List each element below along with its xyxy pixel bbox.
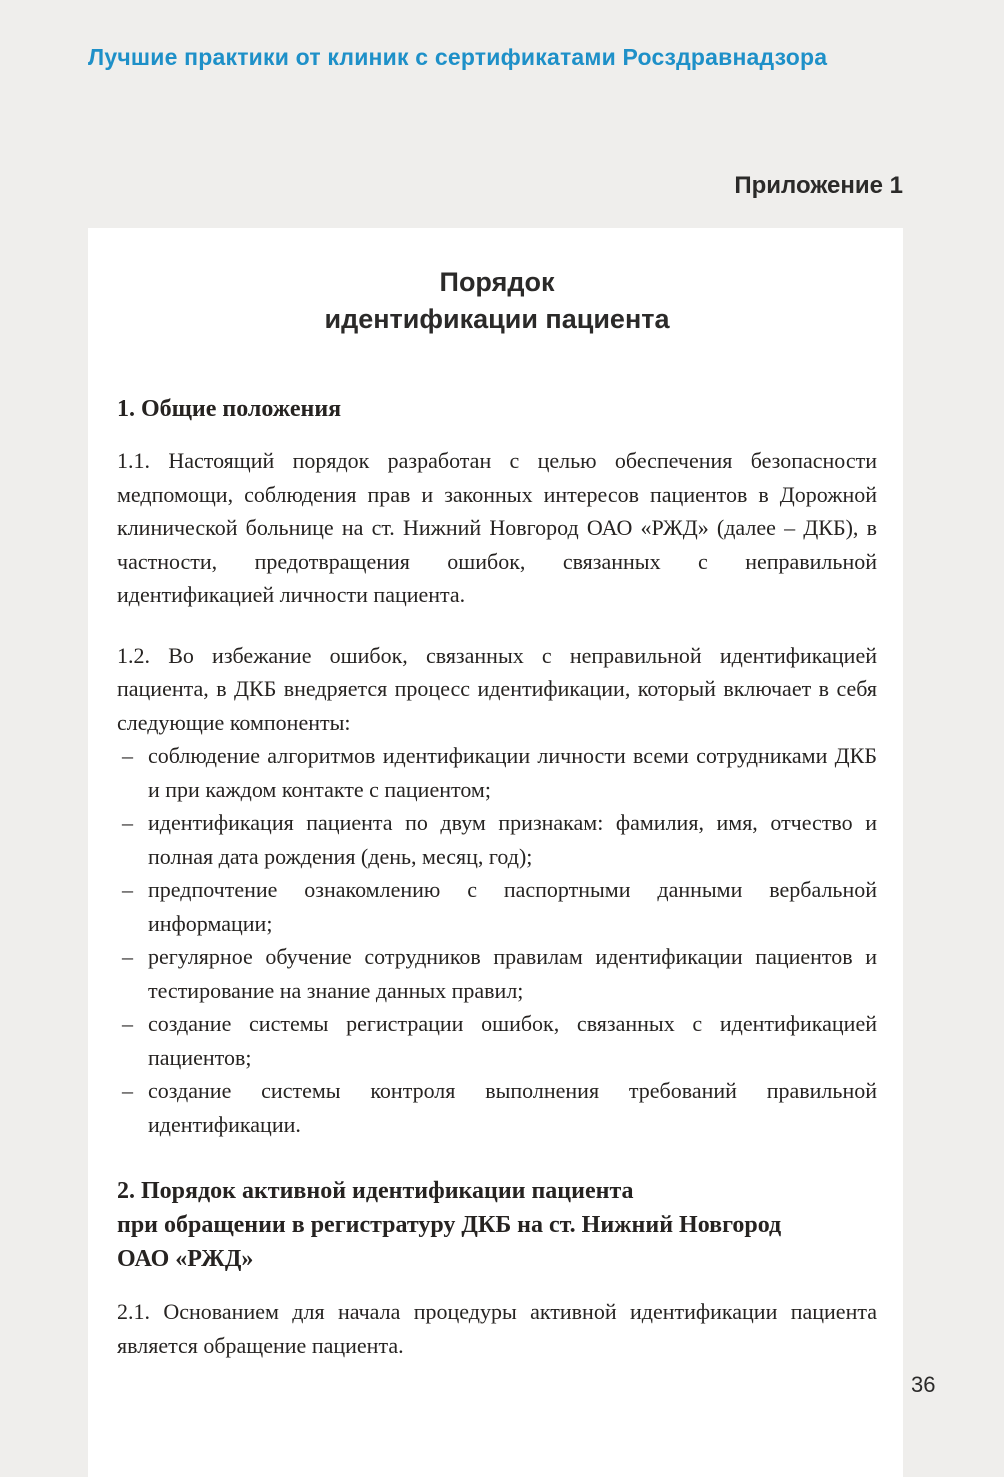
list-item-text: предпочтение ознакомлению с паспортными данными вербальной информации; (148, 877, 877, 936)
list-item (117, 873, 877, 940)
list-item-text: создание системы контроля выполнения требований правильной идентификации. (148, 1078, 877, 1137)
running-header: Лучшие практики от клиник с сертификатами Росздравнадзора (88, 44, 828, 70)
list-item-text: идентификация пациента по двум признакам: фамилия, имя, отчество и полная дата рождения (день, месяц, год); (148, 810, 877, 869)
dash-marker: – (122, 743, 133, 768)
page-number: 36 (911, 1372, 936, 1397)
list-item (117, 806, 877, 873)
section-2-heading-line-1: 2. Порядок активной идентификации пациента (117, 1178, 634, 1204)
document-card (88, 228, 903, 1477)
list-item (117, 1007, 877, 1074)
paragraph-1-1: 1.1. Настоящий порядок разработан с целью обеспечения безопасности медпомощи, соблюдения прав и законных интересов пациентов в Дорожной клинической больнице на ст. Нижний Новгород ОАО «РЖД» (далее – ДКБ), в частности, предотвращения ошибок, связанных с неправильной идентификацией личности пациента. (117, 448, 877, 607)
dash-marker: – (122, 877, 133, 902)
document-title-line-2: идентификации пациента (324, 304, 670, 334)
components-list (117, 739, 877, 1141)
list-item-text: регулярное обучение сотрудников правилам идентификации пациентов и тестирование на знание данных правил; (148, 944, 877, 1003)
list-item (117, 940, 877, 1007)
dash-marker: – (122, 1011, 133, 1036)
list-item-text: создание системы регистрации ошибок, связанных с идентификацией пациентов; (148, 1011, 877, 1070)
paragraph-2-1: 2.1. Основанием для начала процедуры активной идентификации пациента является обращение пациента. (117, 1299, 877, 1358)
document-title-line-1: Порядок (439, 267, 555, 297)
list-item-text: соблюдение алгоритмов идентификации личности всеми сотрудниками ДКБ и при каждом контакте с пациентом; (148, 743, 877, 802)
paragraph-1-2: 1.2. Во избежание ошибок, связанных с неправильной идентификацией пациента, в ДКБ внедряется процесс идентификации, который включает в себя следующие компоненты: (117, 642, 877, 735)
list-item (117, 1074, 877, 1141)
section-2-heading-line-3: ОАО «РЖД» (117, 1246, 254, 1272)
section-2-heading-line-2: при обращении в регистратуру ДКБ на ст. Нижний Новгород (117, 1212, 782, 1238)
annex-label: Приложение 1 (734, 172, 903, 199)
list-item (117, 739, 877, 806)
dash-marker: – (122, 944, 133, 969)
dash-marker: – (122, 810, 133, 835)
document-title (117, 264, 877, 338)
section-2-heading (117, 1174, 877, 1276)
section-1-heading: 1. Общие положения (117, 396, 342, 422)
dash-marker: – (122, 1078, 133, 1103)
